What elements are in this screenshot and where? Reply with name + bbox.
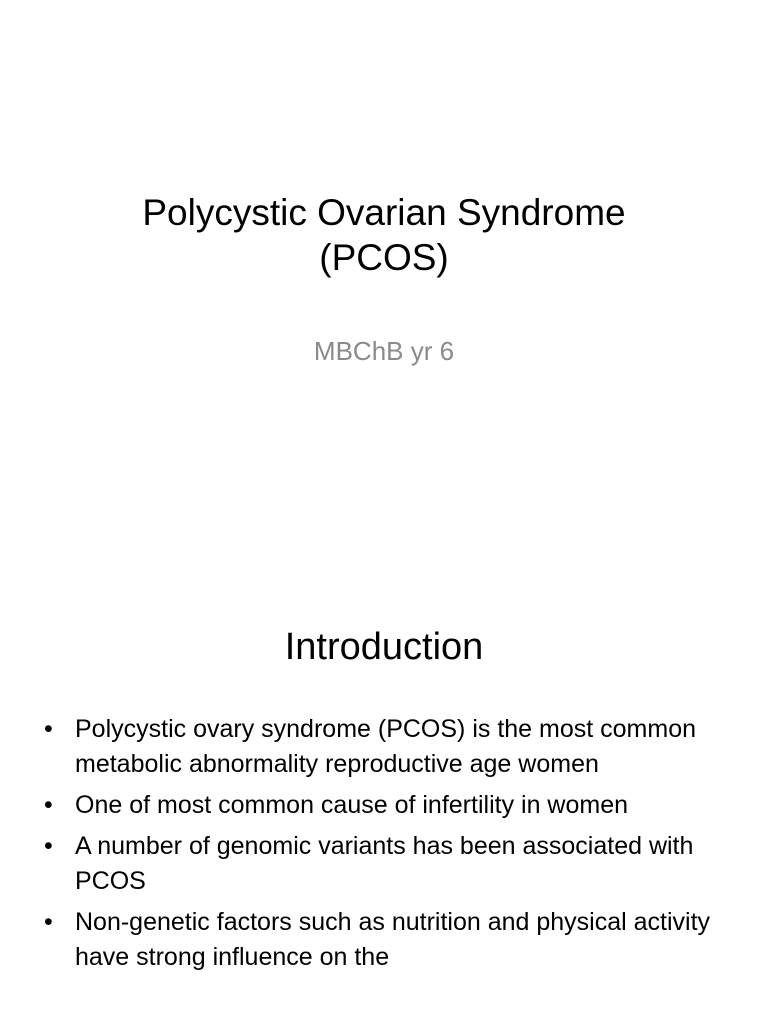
bullet-text: One of most common cause of infertility in women xyxy=(75,791,629,819)
bullet-item xyxy=(42,905,732,975)
title-line-2: (PCOS) xyxy=(319,237,449,278)
introduction-slide xyxy=(0,590,768,1024)
bullet-text: A number of genomic variants has been associated with PCOS xyxy=(75,832,694,895)
bullet-text: Polycystic ovary syndrome (PCOS) is the most common metabolic abnormality reproductive age women xyxy=(75,715,696,778)
bullet-list xyxy=(42,712,732,981)
title-line-1: Polycystic Ovarian Syndrome xyxy=(142,192,626,233)
bullet-marker: • xyxy=(44,791,53,819)
bullet-text: Non-genetic factors such as nutrition and physical activity have strong influence on the xyxy=(75,908,711,971)
bullet-item xyxy=(42,788,732,823)
presentation-title xyxy=(40,190,728,280)
presentation-subtitle: MBChB yr 6 xyxy=(313,336,455,366)
bullet-item xyxy=(42,829,732,899)
bullet-item xyxy=(42,712,732,782)
bullet-marker: • xyxy=(44,715,53,743)
bullet-marker: • xyxy=(44,908,53,936)
slide-title: Introduction xyxy=(284,626,484,668)
bullet-marker: • xyxy=(44,832,53,860)
